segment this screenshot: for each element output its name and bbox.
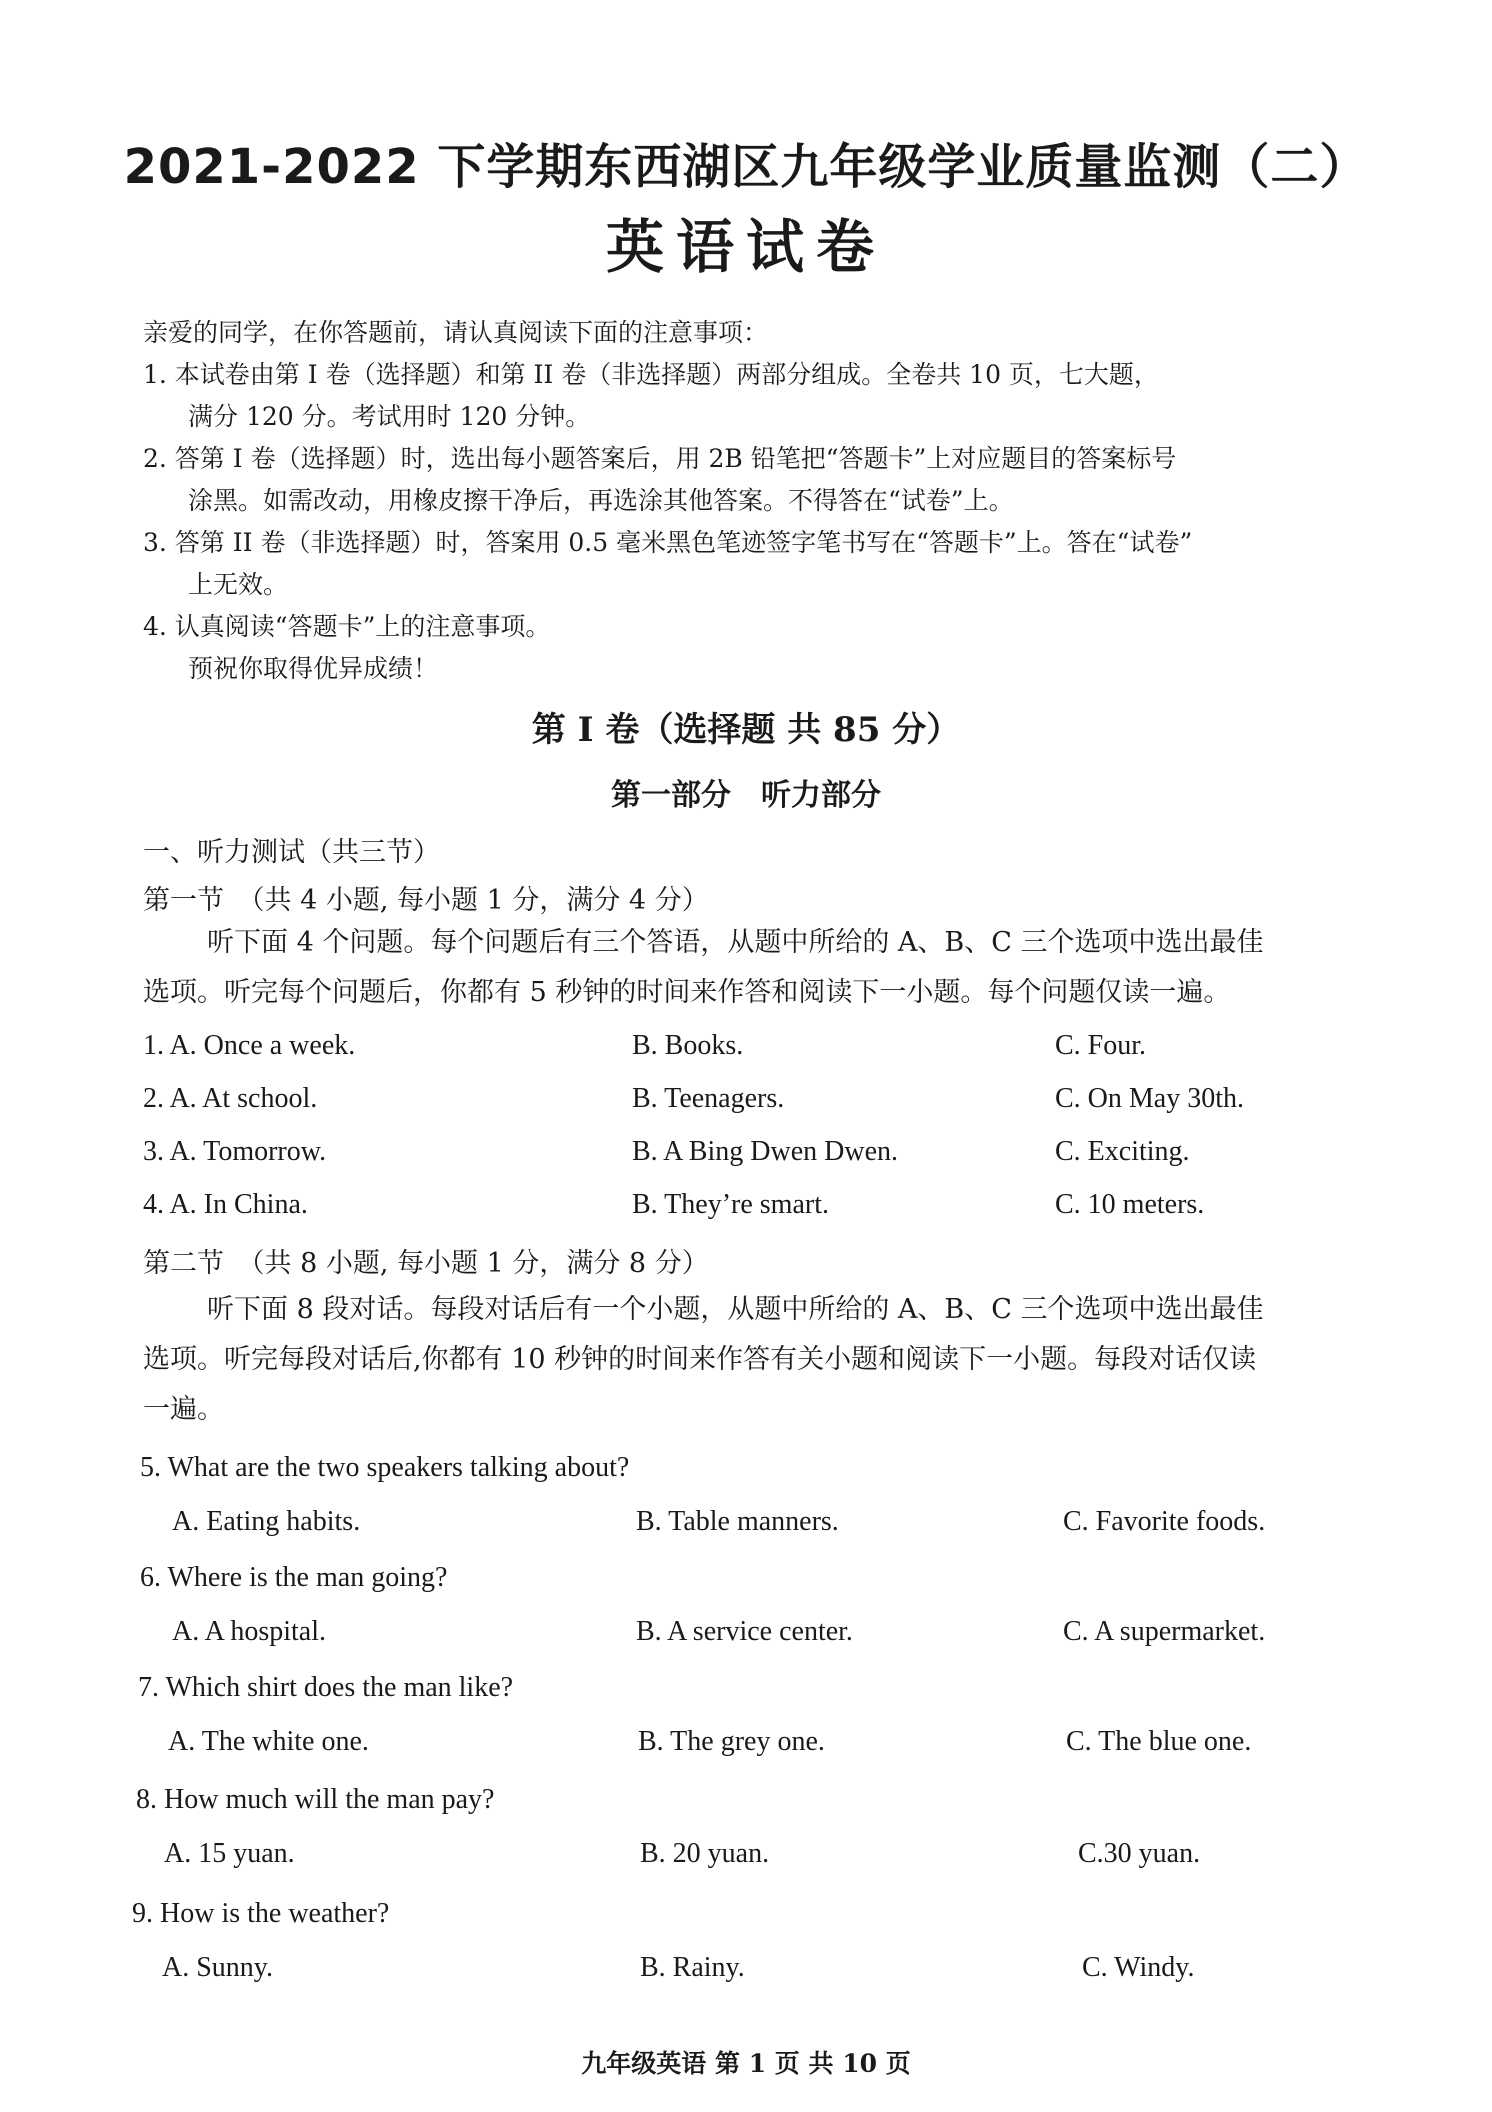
section1-instr-line2: 选项。听完每个问题后，你都有 5 秒钟的时间来作答和阅读下一小题。每个问题仅读一遍。 [143, 977, 1231, 1008]
notice-item-4: 4. 认真阅读“答题卡”上的注意事项。 [143, 612, 551, 641]
section2-instructions [143, 1285, 1393, 1435]
option-b: B. The grey one. [638, 1726, 825, 1757]
section2-instr-line2: 选项。听完每段对话后,你都有 10 秒钟的时间来作答有关小题和阅读下一小题。每段对话仅读 [143, 1344, 1257, 1375]
option-row [0, 1506, 1492, 1546]
option-c: C. Exciting. [1055, 1136, 1190, 1167]
option-a: 2. A. At school. [143, 1083, 318, 1114]
option-c: C. Favorite foods. [1063, 1506, 1266, 1537]
notice-item-3: 3. 答第 II 卷（非选择题）时，答案用 0.5 毫米黑色笔迹签字笔书写在“答题卡”上。答在“试卷” [143, 528, 1193, 557]
option-row [0, 1838, 1492, 1878]
option-a: A. A hospital. [172, 1616, 327, 1647]
exam-title: 2021-2022 下学期东西湖区九年级学业质量监测（二） [123, 139, 1369, 195]
option-a: 1. A. Once a week. [143, 1030, 356, 1061]
option-c: C.30 yuan. [1078, 1838, 1201, 1869]
section2-heading: 第二节 （共 8 小题, 每小题 1 分，满分 8 分） [143, 1248, 709, 1279]
option-row [0, 1136, 1492, 1176]
option-row [0, 1726, 1492, 1766]
section2-instr-line1: 听下面 8 段对话。每段对话后有一个小题，从题中所给的 A、B、C 三个选项中选出最佳 [207, 1294, 1264, 1325]
option-a: A. The white one. [168, 1726, 369, 1757]
option-b: B. Teenagers. [632, 1083, 785, 1114]
notice-item-2-cont: 涂黑。如需改动，用橡皮擦干净后，再选涂其他答案。不得答在“试卷”上。 [188, 486, 1014, 515]
option-c: C. On May 30th. [1055, 1083, 1244, 1114]
option-row [0, 1616, 1492, 1656]
option-c: C. Windy. [1082, 1952, 1195, 1983]
option-row [0, 1030, 1492, 1070]
option-row [0, 1952, 1492, 1992]
option-a: 4. A. In China. [143, 1189, 308, 1220]
option-a: A. Sunny. [162, 1952, 273, 1983]
question-8: 8. How much will the man pay? [136, 1784, 495, 1815]
option-b: B. Rainy. [640, 1952, 745, 1983]
notice-item-1: 1. 本试卷由第 I 卷（选择题）和第 II 卷（非选择题）两部分组成。全卷共 10 页，七大题， [143, 360, 1159, 389]
option-b: B. Table manners. [636, 1506, 839, 1537]
notice-item-1-cont: 满分 120 分。考试用时 120 分钟。 [188, 402, 591, 431]
notice-item-3-cont: 上无效。 [188, 570, 289, 599]
option-b: B. A Bing Dwen Dwen. [632, 1136, 898, 1167]
option-a: A. Eating habits. [172, 1506, 361, 1537]
section1-heading: 第一节 （共 4 小题, 每小题 1 分，满分 4 分） [143, 885, 709, 916]
section1-instructions [143, 918, 1393, 1018]
part-title: 第一部分 听力部分 [611, 778, 881, 813]
option-b: B. Books. [632, 1030, 744, 1061]
notice-block [143, 312, 1363, 690]
page-footer: 九年级英语 第 1 页 共 10 页 [581, 2049, 911, 2078]
option-c: C. The blue one. [1066, 1726, 1252, 1757]
section2-instr-line3: 一遍。 [143, 1394, 224, 1425]
option-b: B. They’re smart. [632, 1189, 829, 1220]
question-6: 6. Where is the man going? [140, 1562, 448, 1593]
option-row [0, 1083, 1492, 1123]
option-a: 3. A. Tomorrow. [143, 1136, 327, 1167]
exam-subtitle: 英语试卷 [605, 213, 886, 281]
option-c: C. 10 meters. [1055, 1189, 1205, 1220]
question-7: 7. Which shirt does the man like? [138, 1672, 514, 1703]
option-c: C. Four. [1055, 1030, 1147, 1061]
option-c: C. A supermarket. [1063, 1616, 1266, 1647]
option-a: A. 15 yuan. [164, 1838, 295, 1869]
option-b: B. A service center. [636, 1616, 853, 1647]
notice-item-2: 2. 答第 I 卷（选择题）时，选出每小题答案后，用 2B 铅笔把“答题卡”上对应题目的答案标号 [143, 444, 1177, 473]
question-9: 9. How is the weather? [132, 1898, 390, 1929]
question-5: 5. What are the two speakers talking about? [140, 1452, 630, 1483]
notice-wish: 预祝你取得优异成绩！ [188, 654, 439, 683]
notice-intro: 亲爱的同学，在你答题前，请认真阅读下面的注意事项： [143, 318, 769, 347]
listening-title: 一、听力测试（共三节） [143, 837, 440, 868]
section1-instr-line1: 听下面 4 个问题。每个问题后有三个答语，从题中所给的 A、B、C 三个选项中选出最佳 [207, 927, 1264, 958]
option-b: B. 20 yuan. [640, 1838, 770, 1869]
option-row [0, 1189, 1492, 1229]
volume-title: 第 I 卷（选择题 共 85 分） [531, 710, 961, 750]
